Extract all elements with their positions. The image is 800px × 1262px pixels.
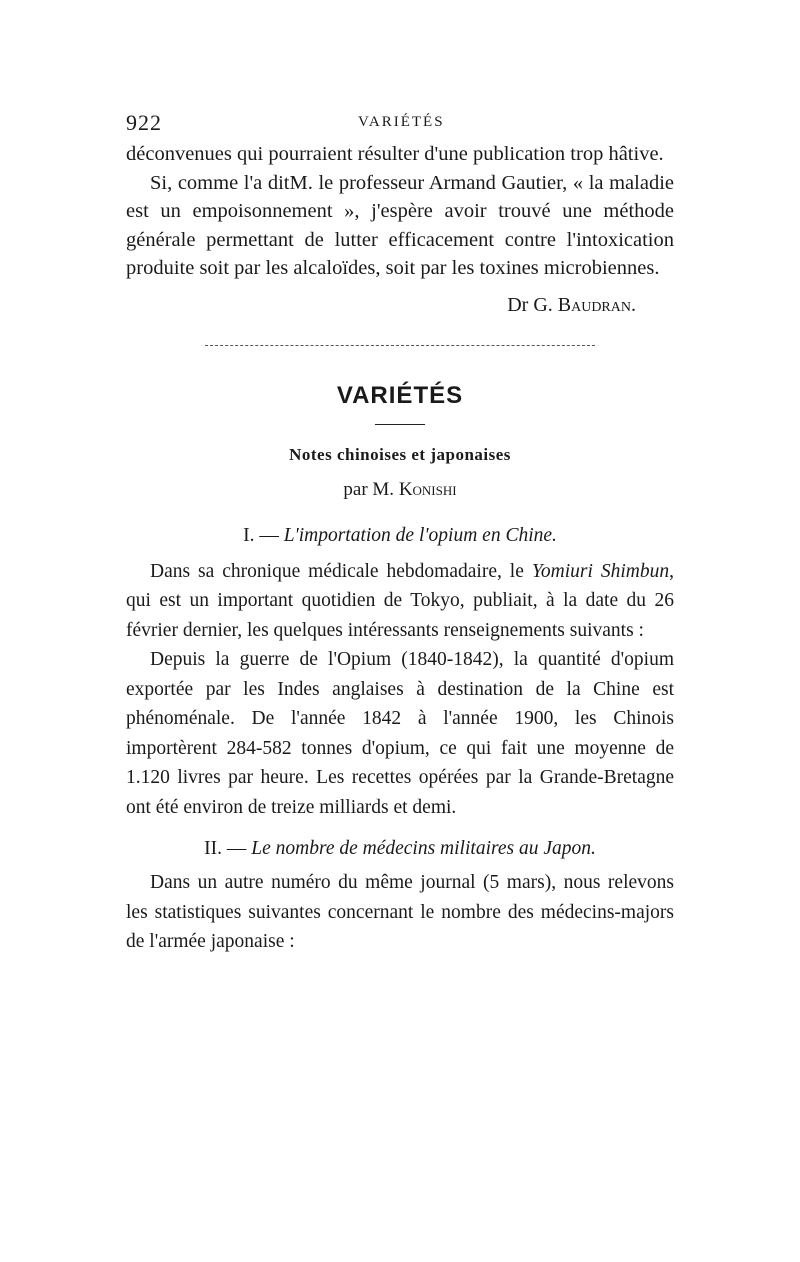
- signature-name: Baudran.: [557, 293, 636, 316]
- article-end-paragraph-2: Si, comme l'a ditM. le professeur Armand Gautier, « la maladie est un empoisonnement », j'espère avoir trouvé une méthode générale permettant de lutter efficacement contre l'intoxication produite soit par les alcaloïdes, soit par les toxines microbiennes.: [126, 171, 674, 279]
- journal-name: Yomiuri Shimbun: [531, 560, 670, 582]
- part-1-paragraph-1-post: , qui est un important quotidien de Tokyo, publiait, à la date du 26 février dernier, les quelques intéressants renseignements suivants :: [126, 560, 675, 641]
- part-2-heading: [126, 838, 674, 860]
- separator-rule: [205, 345, 595, 346]
- byline-prefix: par M.: [343, 478, 395, 500]
- signature-prefix: Dr G.: [507, 293, 553, 316]
- article-end-paragraph-1: déconvenues qui pourraient résulter d'une publication trop hâtive.: [126, 143, 664, 165]
- page: [126, 110, 674, 957]
- part-1-number: I. —: [243, 524, 279, 546]
- page-number: 922: [126, 110, 162, 135]
- signature: [126, 291, 674, 319]
- part-1-title: L'importation de l'opium en Chine.: [283, 524, 557, 546]
- running-title: VARIÉTÉS: [358, 114, 445, 130]
- title-underline: [375, 424, 425, 425]
- section-subtitle: Notes chinoises et japonaises: [289, 444, 511, 464]
- section-title: VARIÉTÉS: [336, 381, 464, 409]
- byline: [126, 479, 674, 501]
- part-1-paragraph-1: [126, 557, 674, 646]
- part-2-number: II. —: [204, 838, 247, 859]
- part-1-paragraph-2: Depuis la guerre de l'Opium (1840-1842), la quantité d'opium exportée par les Indes anglaises à destination de la Chine est phénoménale. De l'année 1842 à l'année 1900, les Chinois importèrent 284-582 tonnes d'opium, ce qui fait une moyenne de 1.120 livres par heure. Les recettes opérées par la Grande-Bretagne ont été environ de treize milliards et demi.: [126, 649, 674, 818]
- part-1-heading: [126, 525, 674, 547]
- part-2-paragraph-1: Dans un autre numéro du même journal (5 mars), nous relevons les statistiques suivantes concernant le nombre des médecins-majors de l'armée japonaise :: [126, 872, 674, 952]
- running-head: [126, 110, 674, 140]
- part-2-title: Le nombre de médecins militaires au Japon.: [251, 838, 596, 859]
- byline-name: Konishi: [398, 478, 457, 500]
- part-1-paragraph-1-pre: Dans sa chronique médicale hebdomadaire, le: [150, 560, 532, 582]
